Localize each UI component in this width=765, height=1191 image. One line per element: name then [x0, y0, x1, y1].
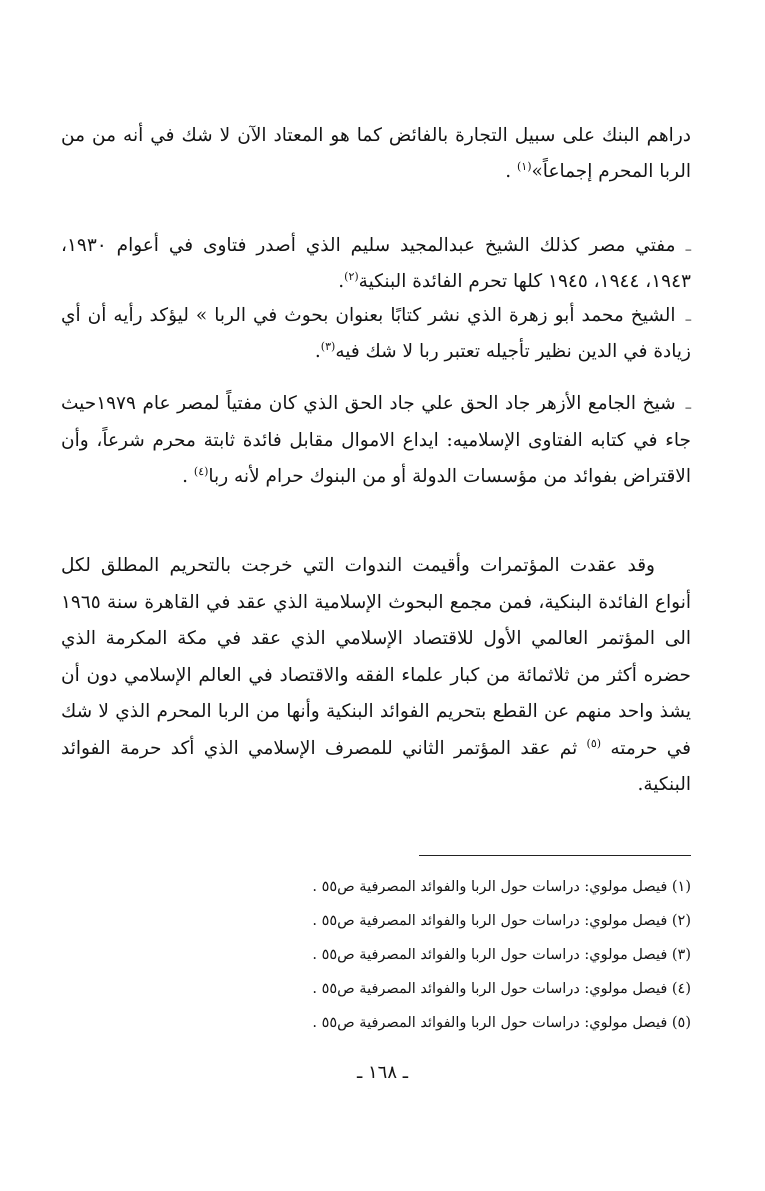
bullet-dash: ـ	[685, 393, 691, 414]
footnote-ref-3: (٣)	[320, 339, 336, 353]
bullet-dash: ـ	[685, 235, 691, 256]
footnote-item: (٤) فيصل مولوي: دراسات حول الربا والفوائد المصرفية ص٥٥ .	[312, 981, 691, 997]
footnote-divider	[419, 855, 691, 856]
footnote-item: (١) فيصل مولوي: دراسات حول الربا والفوائد المصرفية ص٥٥ .	[312, 879, 691, 895]
bullet-tail: .	[314, 341, 321, 362]
bullet-text: الشيخ محمد أبو زهرة الذي نشر كتابًا بعنوان بحوث في الربا » ليؤكد رأيه أن أي زيادة في الدين نظير تأجيله تعتبر ربا لا شك فيه	[61, 305, 691, 362]
main-text-before: وقد عقدت المؤتمرات وأقيمت الندوات التي خرجت بالتحريم المطلق لكل أنواع الفائدة البنكية، فمن مجمع البحوث الإسلامية الذي عقد في القاهرة سنة ١٩٦٥ الى المؤتمر العالمي الأول للاقتصاد الإسلامي الذي عقد في مكة المكرمة الذي حضره أكثر من ثلاثمائة من كبار علماء الفقه والاقتصاد في العالم الإسلامي دون أن يشذ واحد منهم عن القطع بتحريم الفوائد البنكية وأنها من الربا المحرم الذي لا شك في حرمته	[61, 555, 691, 759]
intro-paragraph	[61, 118, 691, 190]
footnote-ref-5: (٥)	[586, 736, 602, 750]
footnote-item: (٢) فيصل مولوي: دراسات حول الربا والفوائد المصرفية ص٥٥ .	[312, 913, 691, 929]
bullet-item-abu-zahra	[61, 298, 691, 370]
intro-tail: .	[505, 161, 517, 182]
intro-text: دراهم البنك على سبيل التجارة بالفائض كما هو المعتاد الآن لا شك في أنه من من الربا المحرم إجماعاً»	[61, 125, 691, 182]
footnote-ref-4: (٤)	[193, 464, 209, 478]
bullet-item-mufti-misr	[61, 228, 691, 300]
main-paragraph	[61, 548, 691, 804]
bullet-item-azhar-sheikh	[61, 386, 691, 496]
footnote-ref-2: (٢)	[344, 269, 359, 283]
footnotes-list	[61, 870, 691, 1040]
bullet-text: مفتي مصر كذلك الشيخ عبدالمجيد سليم الذي أصدر فتاوى في أعوام ١٩٣٠، ١٩٤٣، ١٩٤٤، ١٩٤٥ كلها تحرم الفائدة البنكية	[61, 235, 691, 292]
footnote-item: (٣) فيصل مولوي: دراسات حول الربا والفوائد المصرفية ص٥٥ .	[312, 947, 691, 963]
bullet-tail: .	[182, 466, 194, 487]
main-text-after: ثم عقد المؤتمر الثاني للمصرف الإسلامي الذي أكد حرمة الفوائد البنكية.	[61, 737, 691, 795]
footnote-ref-1: (١)	[516, 159, 532, 173]
footnote-item: (٥) فيصل مولوي: دراسات حول الربا والفوائد المصرفية ص٥٥ .	[312, 1015, 691, 1031]
bullet-text: شيخ الجامع الأزهر جاد الحق علي جاد الحق الذي كان مفتياً لمصر عام ١٩٧٩حيث جاء في كتابه الفتاوى الإسلاميه: ايداع الاموال مقابل فائدة ثابتة محرم شرعاً، وأن الاقتراض بفوائد من مؤسسات الدولة أو من البنوك حرام لأنه ربا	[61, 393, 691, 487]
bullet-tail: .	[338, 271, 345, 292]
bullet-dash: ـ	[685, 305, 691, 326]
page-number: ـ ١٦٨ ـ	[356, 1062, 408, 1083]
